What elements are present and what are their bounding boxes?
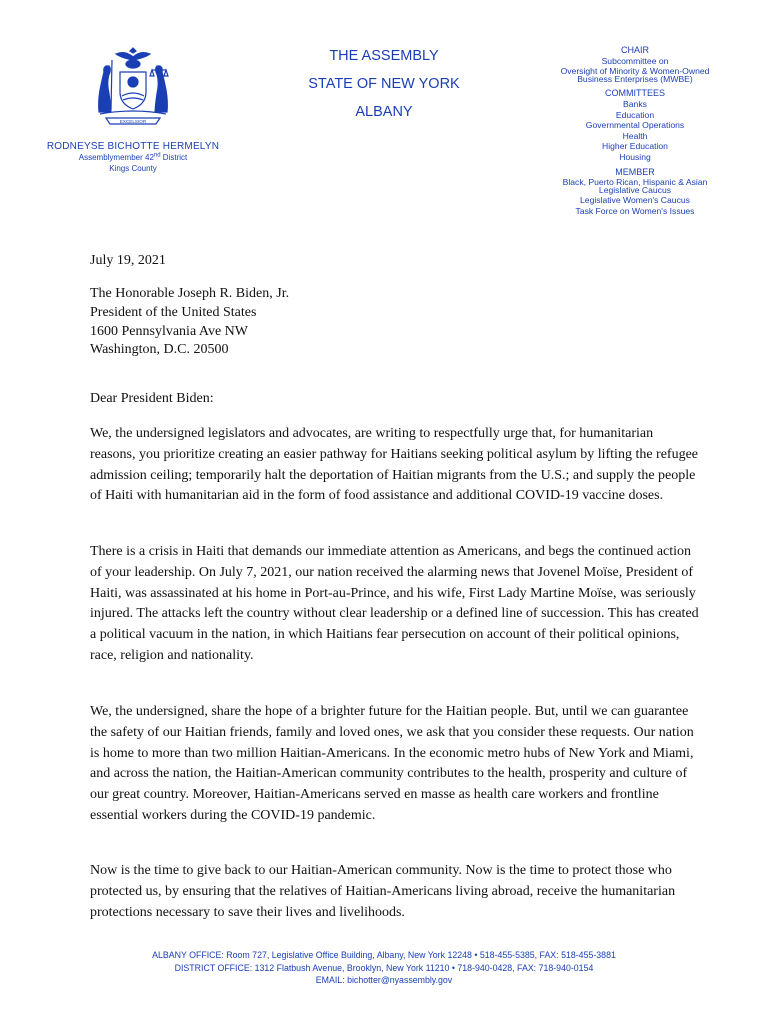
seal-motto: EXCELSIOR: [119, 119, 147, 124]
member-county: Kings County: [109, 164, 157, 173]
salutation: Dear President Biden:: [90, 391, 214, 406]
committee-item: Higher Education: [602, 141, 668, 152]
assembly-header: [284, 44, 484, 128]
committee-sidebar: [540, 45, 730, 217]
paragraph: There is a crisis in Haiti that demands our immediate attention as Americans, and begs the continued action of your leadership. On July 7, 2021, our nation received the alarming news that Jovenel Moïse, President of Haiti, was assassinated at his home in Port-au-Prince, and his wife, First Lady Martine Moïse, was seriously injured. The attacks left the country without clear leadership or a defined line of succession. This has created a political vacuum in the nation, in which Haitians fear persecution on account of their political opinions, race, religion and nationality.: [90, 544, 699, 663]
chair-item: Business Enterprises (MWBE): [577, 73, 693, 84]
chair-item: Oversight of Minority & Women-Owned: [560, 66, 710, 77]
recipient-line: The Honorable Joseph R. Biden, Jr.: [90, 286, 290, 301]
committee-item: Education: [615, 109, 655, 120]
header-line-2: STATE OF NEW YORK: [308, 76, 460, 92]
committee-item: Banks: [623, 98, 647, 109]
chair-item: Subcommittee on: [601, 55, 669, 66]
committee-item: Health: [622, 130, 648, 141]
member-item: Task Force on Women's Issues: [575, 205, 695, 216]
member-item: Legislative Caucus: [598, 184, 672, 195]
recipient-line: President of the United States: [90, 305, 257, 320]
header-line-3: ALBANY: [355, 104, 413, 120]
header-line-1: THE ASSEMBLY: [329, 48, 439, 64]
recipient-line: Washington, D.C. 20500: [90, 342, 229, 357]
member-item: Black, Puerto Rican, Hispanic & Asian: [562, 177, 708, 188]
committee-item: Governmental Operations: [585, 120, 685, 131]
member-item: Legislative Women's Caucus: [580, 195, 690, 206]
member-label: MEMBER: [615, 166, 655, 177]
committees-label: COMMITTEES: [605, 88, 665, 99]
state-seal-icon: [92, 44, 174, 136]
district-office: DISTRICT OFFICE: 1312 Flatbush Avenue, Brooklyn, New York 11210 • 718-940-0428, FAX: 718-940-0154: [174, 962, 594, 973]
member-title: Assemblymember 42nd District: [78, 152, 188, 162]
paragraph: We, the undersigned, share the hope of a brighter future for the Haitian people. But, until we can guarantee the safety of our Haitian friends, family and loved ones, we ask that you consider these requests. Our nation is home to more than two million Haitian-Americans. In the economic metro hubs of New York and Miami, and across the nation, the Haitian-American community contributes to the health, prosperity and culture of our great country. Moreover, Haitian-Americans served en masse as health care workers and frontline essential workers during the COVID-19 pandemic.: [90, 704, 694, 823]
member-name: RODNEYSE BICHOTTE HERMELYN: [46, 141, 220, 152]
committee-item: Housing: [619, 151, 651, 162]
recipient-line: 1600 Pennsylvania Ave NW: [90, 324, 248, 339]
paragraph: We, the undersigned legislators and advocates, are writing to respectfully urge that, for humanitarian reasons, you prioritize creating an easier pathway for Haitians seeking political asylum by lifting the refugee admission ceiling; temporarily halt the deportation of Haitian migrants from the U.S.; and supply the people of Haiti with humanitarian aid in the form of food assistance and additional COVID-19 vaccine doses.: [90, 426, 699, 504]
office-footer: [0, 949, 768, 987]
email-address: EMAIL: bichotter@nyassembly.gov: [315, 975, 453, 985]
albany-office: ALBANY OFFICE: Room 727, Legislative Office Building, Albany, New York 12248 • 518-455-5385, FAX: 518-455-3881: [152, 950, 616, 960]
letter-date: July 19, 2021: [90, 253, 166, 268]
chair-label: CHAIR: [620, 45, 649, 55]
paragraph: Now is the time to give back to our Haitian-American community. Now is the time to protect those who protected us, by ensuring that the relatives of Haitian-Americans living abroad, receive the humanitarian protections necessary to save their lives and livelihoods.: [90, 863, 676, 920]
member-block: [38, 141, 228, 174]
